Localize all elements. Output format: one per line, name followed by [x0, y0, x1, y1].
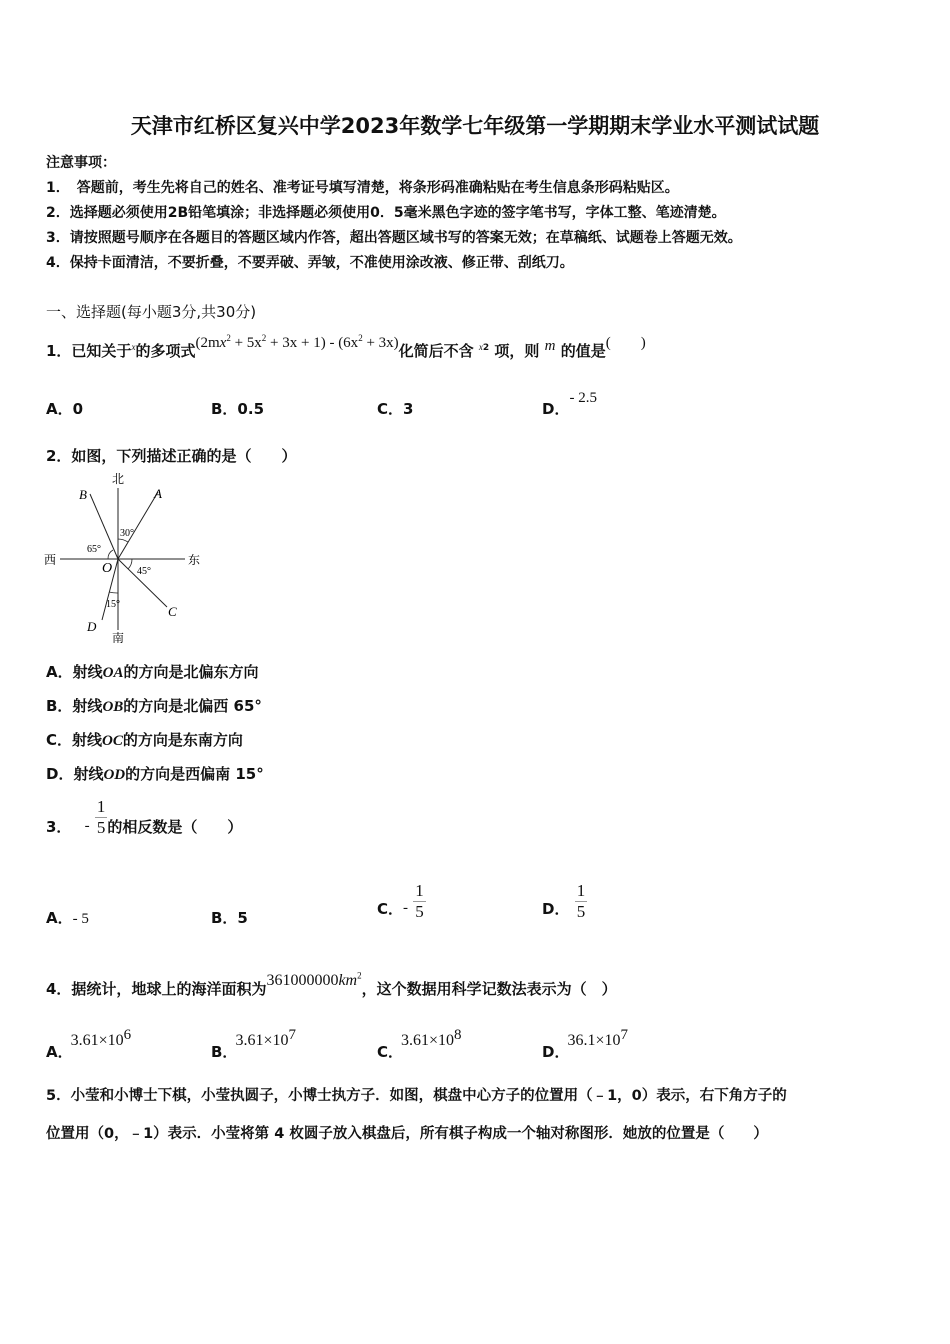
arc-65 — [108, 550, 113, 559]
label-65: 65° — [87, 544, 101, 555]
question-2: 2．如图，下列描述正确的是（ ） — [46, 447, 297, 465]
page-title: 天津市红桥区复兴中学2023年数学七年级第一学期期末学业水平测试试题 — [130, 114, 820, 138]
label-south: 南 — [112, 631, 125, 645]
q1-num: 1．已知关于 — [46, 342, 132, 360]
q1-text4: 项，则 — [494, 342, 540, 360]
label-a: A — [154, 486, 162, 501]
q1-text: 的多项式 — [135, 342, 196, 360]
section-heading: 一、选择题(每小题3分,共30分) — [46, 303, 257, 321]
q1-text3: 化简后不含 — [398, 342, 474, 360]
question-4: 4．据统计，地球上的海洋面积为$361000000km^2$，这个数据用科学记数法表示为（ ） — [46, 970, 617, 998]
label-15: 15° — [106, 599, 120, 610]
notice-item: 2．选择题必须使用2B铅笔填涂；非选择题必须使用0．5毫米黑色字迹的签字笔书写，字体工整、笔迹清楚。 — [46, 205, 726, 221]
question-5-line-2: 位置用（0，﹣1）表示．小莹将第 4 枚圆子放入棋盘后，所有棋子构成一个轴对称图形．她放的位置是（ ） — [46, 1126, 768, 1142]
q4-value: $361000000km^2$ — [266, 970, 362, 989]
notice-item: 4．保持卡面清洁，不要折叠，不要弄破、弄皱，不准使用涂改液、修正带、刮纸刀。 — [46, 255, 574, 271]
question-5-line-1: 5．小莹和小博士下棋，小莹执圆子，小博士执方子．如图，棋盘中心方子的位置用（﹣1，0）表示，右下角方子的 — [46, 1088, 787, 1104]
q1-option-d-value: - 2.5 — [569, 390, 597, 406]
q3-option-a[interactable]: A．- 5 — [46, 909, 89, 927]
q4-option-d[interactable]: D．$36.1\times 10^7$ — [542, 1027, 628, 1061]
q1-option-c[interactable]: C．3 — [377, 400, 414, 418]
q1-var-x2: x — [478, 342, 483, 352]
q2-option-c[interactable]: C．射线OC的方向是东南方向 — [46, 731, 243, 749]
q4-option-a[interactable]: A．$3.61\times 10^6$ — [46, 1027, 132, 1061]
label-west: 西 — [44, 553, 57, 567]
arc-15 — [109, 592, 118, 593]
notice-item: 1． 答题前，考生先将自己的姓名、准考证号填写清楚，将条形码准确粘贴在考生信息条形码粘贴区。 — [46, 180, 679, 196]
q4-option-c[interactable]: C．$3.61\times 10^8$ — [377, 1027, 462, 1061]
q3-option-d[interactable]: D． $\frac{1}{5}$ — [542, 881, 586, 921]
label-b: B — [79, 487, 87, 502]
label-east: 东 — [188, 553, 201, 567]
q1-paren: ( ) — [605, 335, 646, 351]
label-north: 北 — [112, 472, 125, 486]
label-30: 30° — [120, 528, 134, 539]
q3-option-b[interactable]: B．5 — [211, 909, 248, 927]
label-45: 45° — [137, 566, 151, 577]
q1-option-d[interactable]: D．- 2.5 — [542, 390, 597, 418]
question-3: 3． - $\frac{1}{5}$ 的相反数是（ ） — [46, 797, 243, 837]
q2-option-b[interactable]: B．射线OB的方向是北偏西 65° — [46, 697, 262, 715]
q1-text5: 的值是 — [560, 342, 606, 360]
q4-option-b[interactable]: B．$3.61\times 10^7$ — [211, 1027, 296, 1061]
q1-var-x: x — [131, 342, 136, 352]
notice-item: 3．请按照题号顺序在各题目的答题区域内作答，超出答题区域书写的答案无效；在草稿纸、试题卷上答题无效。 — [46, 230, 742, 246]
q2-option-d[interactable]: D．射线OD的方向是西偏南 15° — [46, 765, 264, 783]
q3-fraction: $\frac{1}{5}$ — [96, 797, 106, 837]
q2-option-a[interactable]: A．射线OA的方向是北偏东方向 — [46, 663, 259, 681]
q1-expression: $(2mx^2 + 5x^2 + 3x + 1) - (6x^2 + 3x)$ — [195, 333, 399, 351]
label-d: D — [87, 619, 97, 634]
q1-option-b[interactable]: B．0.5 — [211, 400, 265, 418]
question-1: 1．已知关于$^x$的多项式$(2mx^2 + 5x^2 + 3x + 1) - (6x^2 + 3x)$化简后不含 $^{x2}$ 项，则 $^m$ 的值是( ) — [46, 333, 646, 360]
arc-30 — [118, 539, 128, 542]
q1-var-m: m — [544, 338, 556, 354]
label-c: C — [168, 604, 177, 619]
label-o: O — [102, 561, 113, 576]
direction-figure — [40, 470, 210, 645]
ray-oa — [118, 492, 158, 559]
arc-45 — [128, 559, 132, 569]
notice-heading: 注意事项： — [46, 155, 116, 171]
q3-option-c[interactable]: C．- $\frac{1}{5}$ — [377, 881, 424, 921]
q1-option-a[interactable]: A．0 — [46, 400, 84, 418]
